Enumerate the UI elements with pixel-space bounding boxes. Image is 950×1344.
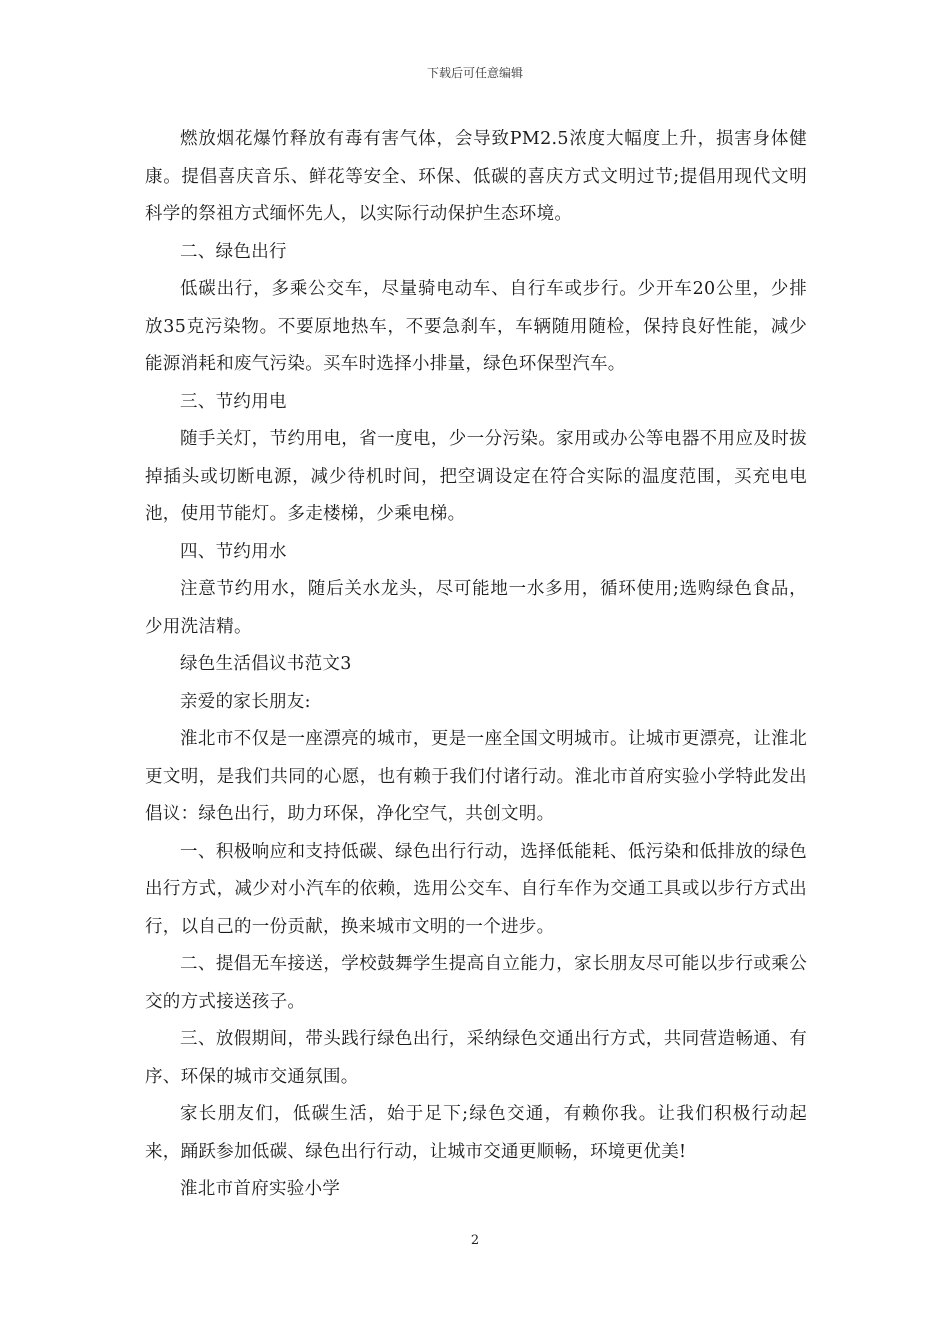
paragraph-save-electricity: 随手关灯，节约用电，省一度电，少一分污染。家用或办公等电器不用应及时拔掉插头或切断电源，减少待机时间，把空调设定在符合实际的温度范围，买充电电池，使用节能灯。多走楼梯，少乘电梯。 — [145, 429, 807, 524]
signature: 淮北市首府实验小学 — [180, 1179, 341, 1199]
page-number: 2 — [470, 1233, 480, 1248]
heading-save-electricity: 三、节约用电 — [180, 391, 287, 412]
paragraph-item-1: 一、积极响应和支持低碳、绿色出行行动，选择低能耗、低污染和低排放的绿色出行方式，减少对小汽车的依赖，选用公交车、自行车作为交通工具或以步行方式出行，以自己的一份贡献，换来城市文明的一个进步。 — [145, 841, 807, 937]
paragraph-intro: 淮北市不仅是一座漂亮的城市，更是一座全国文明城市。让城市更漂亮，让淮北更文明，是我们共同的心愿，也有赖于我们付诸行动。淮北市首府实验小学特此发出倡议：绿色出行，助力环保，净化空气，共创文明。 — [145, 729, 807, 824]
heading-green-travel: 二、绿色出行 — [180, 241, 287, 262]
section-title-sample-3: 绿色生活倡议书范文3 — [180, 654, 352, 674]
salutation: 亲爱的家长朋友: — [180, 691, 311, 712]
paragraph-closing: 家长朋友们，低碳生活，始于足下;绿色交通，有赖你我。让我们积极行动起来，踊跃参加低碳、绿色出行行动，让城市交通更顺畅，环境更优美! — [145, 1104, 807, 1162]
document-body — [145, 121, 807, 1209]
paragraph-item-2: 二、提倡无车接送，学校鼓舞学生提高自立能力，家长朋友尽可能以步行或乘公交的方式接送孩子。 — [145, 954, 807, 1012]
page-header: 下载后可任意编辑 — [426, 66, 523, 80]
paragraph-green-travel: 低碳出行，多乘公交车，尽量骑电动车、自行车或步行。少开车20公里，少排放35克污染物。不要原地热车，不要急刹车，车辆随用随检，保持良好性能，减少能源消耗和废气污染。买车时选择小排量，绿色环保型汽车。 — [145, 279, 807, 374]
paragraph-fireworks: 燃放烟花爆竹释放有毒有害气体，会导致PM2.5浓度大幅度上升，损害身体健康。提倡喜庆音乐、鲜花等安全、环保、低碳的喜庆方式文明过节;提倡用现代文明科学的祭祖方式缅怀先人，以实际行动保护生态环境。 — [145, 129, 807, 224]
heading-save-water: 四、节约用水 — [180, 541, 287, 562]
paragraph-item-3: 三、放假期间，带头践行绿色出行，采纳绿色交通出行方式，共同营造畅通、有序、环保的城市交通氛围。 — [145, 1029, 807, 1087]
paragraph-save-water: 注意节约用水，随后关水龙头，尽可能地一水多用，循环使用;选购绿色食品，少用洗洁精。 — [145, 579, 807, 637]
